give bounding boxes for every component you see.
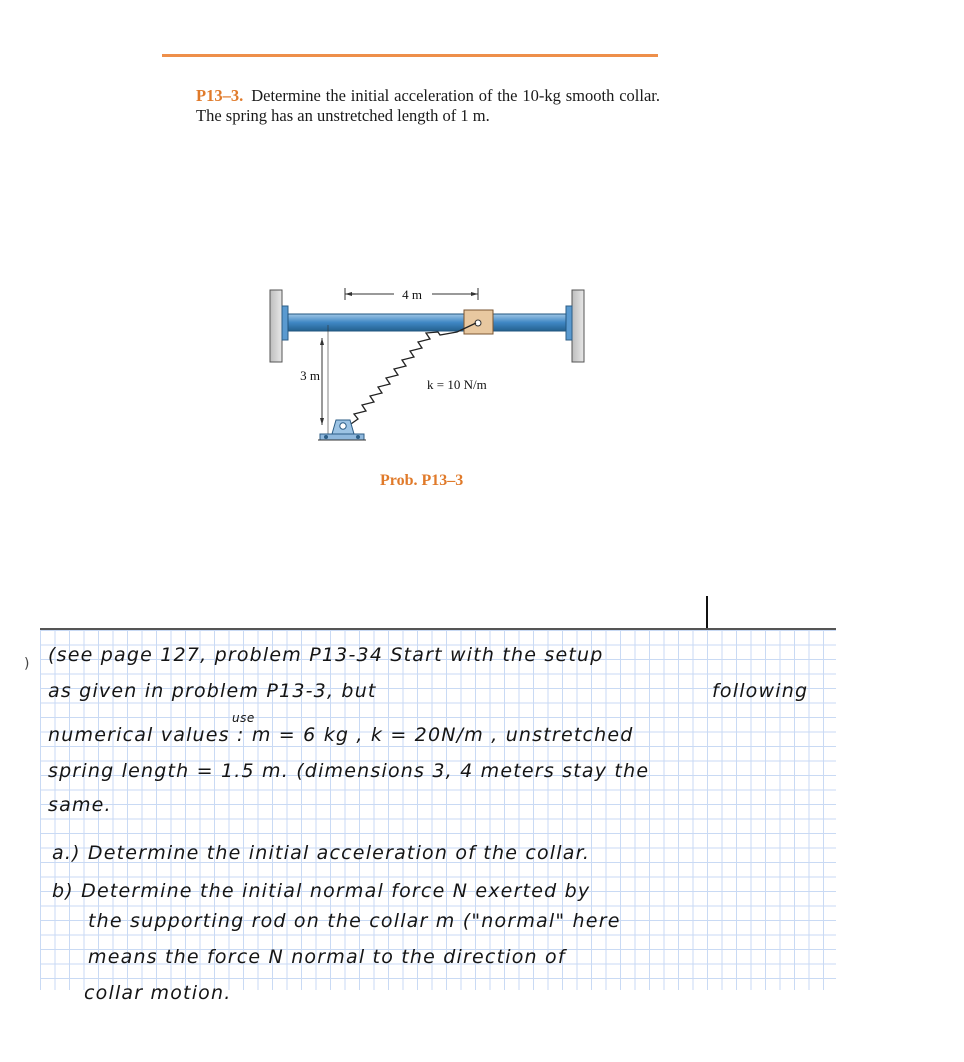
note-line-6: a.) Determine the initial acceleration of the collar. (52, 842, 591, 864)
dimension-3m: 3 m (300, 368, 320, 383)
note-line-10: collar motion. (84, 982, 232, 1004)
problem-statement (196, 86, 660, 126)
note-line-4: spring length = 1.5 m. (dimensions 3, 4 meters stay the (48, 760, 650, 782)
note-line-2a: as given in problem P13-3, but (48, 680, 377, 702)
dimension-4m: 4 m (402, 287, 422, 302)
spring (348, 323, 476, 426)
note-line-8: the supporting rod on the collar m ("normal" here (88, 910, 621, 932)
left-wall (270, 290, 282, 362)
right-wall (572, 290, 584, 362)
problem-text: Determine the initial acceleration of the 10-kg smooth collar. The spring has an unstretched length of 1 m. (196, 86, 660, 125)
note-line-3: numerical values : m = 6 kg , k = 20N/m , unstretched (48, 724, 634, 746)
note-line-7: b) Determine the initial normal force N exerted by (52, 880, 591, 902)
note-insert-use: use (232, 711, 255, 725)
problem-number: P13–3. (196, 86, 244, 105)
horizontal-rod (288, 314, 566, 331)
note-line-9: means the force N normal to the direction of (88, 946, 566, 968)
spring-constant-label: k = 10 N/m (427, 377, 487, 392)
note-line-2b: following (712, 680, 809, 702)
header-rule (162, 54, 658, 57)
note-line-5: same. (48, 794, 112, 816)
text-cursor (706, 596, 708, 630)
note-line-1: (see page 127, problem P13-34 Start with the setup (48, 644, 604, 666)
mechanics-figure (262, 280, 592, 455)
list-bullet: ) (24, 656, 30, 672)
figure-caption: Prob. P13–3 (380, 472, 464, 489)
